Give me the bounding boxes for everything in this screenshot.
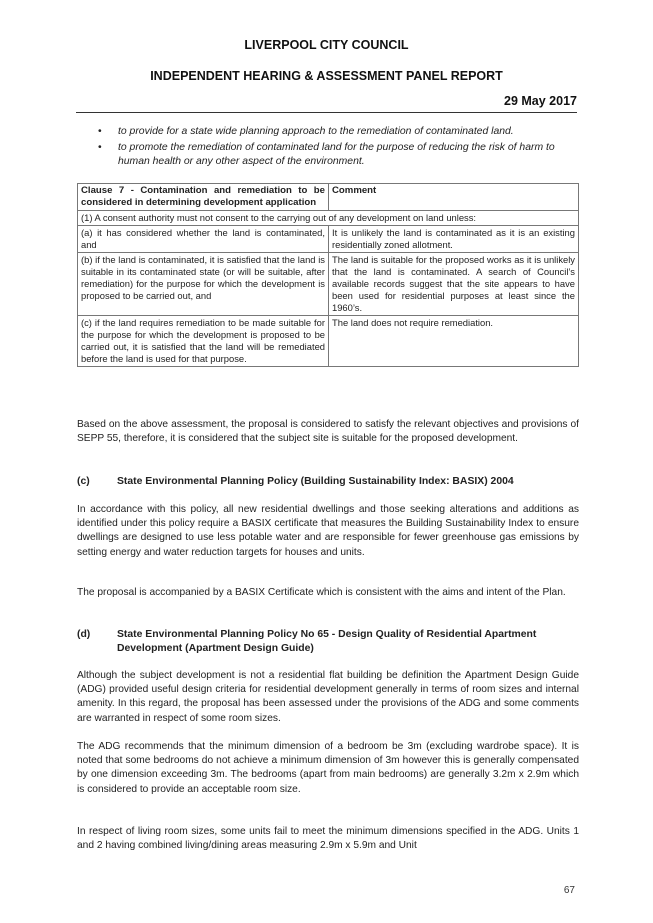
council-name: LIVERPOOL CITY COUNCIL bbox=[244, 38, 409, 52]
table-intro-cell: (1) A consent authority must not consent to the carrying out of any development on land unless: bbox=[78, 211, 579, 226]
table-cell-clause: (b) if the land is contaminated, it is satisfied that the land is suitable in its contaminated state (or will be suitable, after remediation) for the purpose for which the development is proposed to be carried out, and bbox=[78, 253, 329, 316]
table-header-comment: Comment bbox=[329, 184, 579, 211]
section-label: (c) bbox=[77, 476, 90, 487]
table-row bbox=[78, 211, 579, 226]
bullet-icon: • bbox=[98, 142, 102, 153]
list-item bbox=[96, 125, 580, 139]
page-number: 67 bbox=[563, 885, 575, 896]
sepp55-conclusion: Based on the above assessment, the proposal is considered to satisfy the relevant objectives and provisions of SEPP 55, therefore, it is considered that the subject site is suitable for the proposed development. bbox=[77, 419, 579, 445]
section-title: State Environmental Planning Policy (Building Sustainability Index: BASIX) 2004 bbox=[117, 476, 514, 487]
list-item bbox=[96, 141, 580, 169]
section-label: (d) bbox=[77, 629, 91, 640]
objective-text: to promote the remediation of contaminated land for the purpose of reducing the risk of harm to human health or any other aspect of the environment. bbox=[118, 142, 555, 167]
table-row bbox=[78, 253, 579, 316]
adg-intro-paragraph: Although the subject development is not a residential flat building be definition the Apartment Design Guide (ADG) provided useful design criteria for residential development generally in terms of room sizes and internal amenity. In this regard, the proposal has been assessed under the provisions of the ADG and some comments are warranted in respect of some room sizes. bbox=[77, 670, 579, 724]
clause-7-table bbox=[77, 183, 579, 367]
basix-paragraph: In accordance with this policy, all new residential dwellings and those seeking alterations and additions as identified under this policy require a BASIX certificate that measures the Building Sustainability Index to ensure dwellings are designed to use less potable water and are responsible for fewer greenhouse gas emissions by setting energy and water reduction targets for houses and units. bbox=[77, 504, 579, 558]
basix-certificate-paragraph: The proposal is accompanied by a BASIX Certificate which is consistent with the aims and intent of the Plan. bbox=[77, 587, 566, 598]
section-c-heading bbox=[77, 475, 579, 489]
table-row bbox=[78, 316, 579, 367]
table-cell-comment: It is unlikely the land is contaminated as it is an existing residentially zoned allotment. bbox=[329, 226, 579, 253]
objectives-list bbox=[96, 125, 580, 171]
adg-bedroom-paragraph: The ADG recommends that the minimum dimension of a bedroom be 3m (excluding wardrobe space). It is noted that some bedrooms do not achieve a minimum dimension of 3m however this is generally compensated by one dimension exceeding 3m. The bedrooms (apart from main bedrooms) are generally 3.2m x 2.9m which is considered to provide an acceptable room size. bbox=[77, 741, 579, 795]
adg-living-paragraph: In respect of living room sizes, some units fail to meet the minimum dimensions specified in the ADG. Units 1 and 2 having combined living/dining areas measuring 2.9m x 5.9m and Unit bbox=[77, 826, 579, 852]
table-cell-clause: (c) if the land requires remediation to be made suitable for the purpose for which the development is proposed to be carried out, it is satisfied that the land will be remediated before the land is used for that purpose. bbox=[78, 316, 329, 367]
table-header-row bbox=[78, 184, 579, 211]
table-cell-comment: The land does not require remediation. bbox=[329, 316, 579, 367]
table-row bbox=[78, 226, 579, 253]
report-date: 29 May 2017 bbox=[504, 94, 577, 108]
section-d-heading bbox=[77, 628, 579, 656]
report-title: INDEPENDENT HEARING & ASSESSMENT PANEL REPORT bbox=[150, 69, 503, 83]
objective-text: to provide for a state wide planning approach to the remediation of contaminated land. bbox=[118, 126, 514, 137]
header-divider bbox=[76, 112, 577, 113]
table-cell-comment: The land is suitable for the proposed works as it is unlikely that the land is contaminated. A search of Council’s available records suggest that the site appears to have been used for residential purposes at least since the 1960’s. bbox=[329, 253, 579, 316]
bullet-icon: • bbox=[98, 126, 102, 137]
table-header-clause: Clause 7 - Contamination and remediation to be considered in determining development application bbox=[78, 184, 329, 211]
table-cell-clause: (a) it has considered whether the land is contaminated, and bbox=[78, 226, 329, 253]
section-title: State Environmental Planning Policy No 65 - Design Quality of Residential Apartment Development (Apartment Design Guide) bbox=[117, 629, 537, 654]
